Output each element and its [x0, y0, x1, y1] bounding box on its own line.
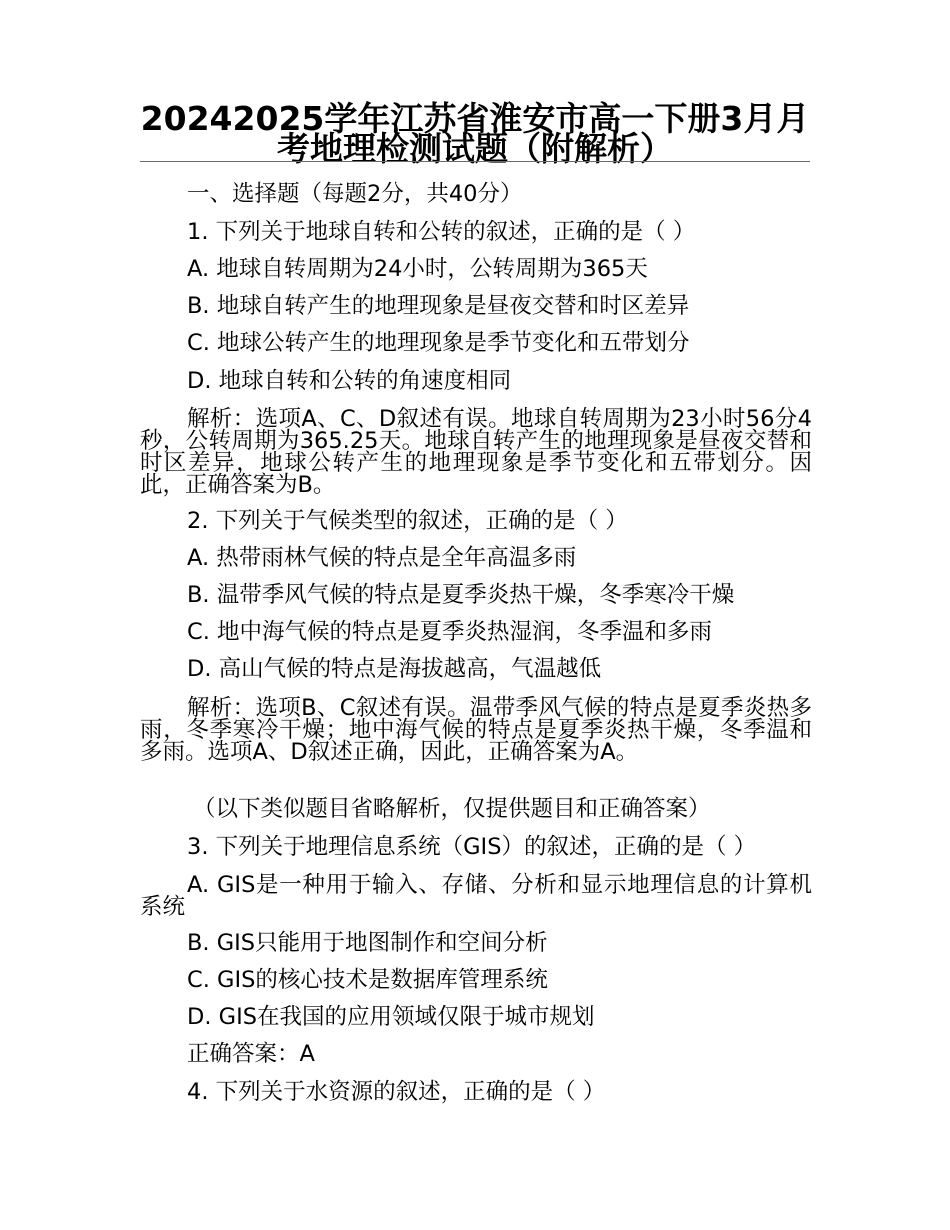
question-2-option-a: A. 热带雨林气候的特点是全年高温多雨	[187, 545, 577, 571]
question-2-analysis: 解析：选项B、C叙述有误。温带季风气候的特点是夏季炎热多雨，冬季寒冷干燥；地中海气候的特点是夏季炎热干燥，冬季温和多雨。选项A、D叙述正确，因此，正确答案为A。	[140, 695, 812, 765]
question-3-answer: 正确答案：A	[187, 1041, 315, 1067]
question-2-option-d: D. 高山气候的特点是海拔越高，气温越低	[187, 656, 602, 682]
question-3-option-c: C. GIS的核心技术是数据库管理系统	[187, 967, 548, 993]
question-3-stem: 3. 下列关于地理信息系统（GIS）的叙述，正确的是（ ）	[187, 834, 757, 860]
question-1-analysis: 解析：选项A、C、D叙述有误。地球自转周期为23小时56分4秒，公转周期为365.25天。地球自转产生的地理现象是昼夜交替和时区差异，地球公转产生的地理现象是季节变化和五带划分。因此，正确答案为B。	[140, 406, 812, 498]
question-2-stem: 2. 下列关于气候类型的叙述，正确的是（ ）	[187, 508, 628, 534]
document-title: 20242025学年江苏省淮安市高一下册3月月考地理检测试题（附解析）	[140, 99, 810, 168]
section-heading: 一、选择题（每题2分，共40分）	[187, 181, 523, 207]
question-1-option-a: A. 地球自转周期为24小时，公转周期为365天	[187, 256, 648, 282]
question-3-option-a: A. GIS是一种用于输入、存储、分析和显示地理信息的计算机系统	[140, 872, 812, 920]
question-1-option-b: B. 地球自转产生的地理现象是昼夜交替和时区差异	[187, 293, 690, 319]
question-1-option-d: D. 地球自转和公转的角速度相同	[187, 368, 512, 394]
title-underline	[140, 161, 810, 162]
question-1-stem: 1. 下列关于地球自转和公转的叙述，正确的是（ ）	[187, 219, 696, 245]
question-3-option-d: D. GIS在我国的应用领域仅限于城市规划	[187, 1004, 595, 1030]
question-1-option-c: C. 地球公转产生的地理现象是季节变化和五带划分	[187, 330, 690, 356]
question-3-option-b: B. GIS只能用于地图制作和空间分析	[187, 930, 548, 956]
question-4-stem: 4. 下列关于水资源的叙述，正确的是（ ）	[187, 1079, 606, 1105]
question-2-option-c: C. 地中海气候的特点是夏季炎热湿润，冬季温和多雨	[187, 619, 713, 645]
question-2-option-b: B. 温带季风气候的特点是夏季炎热干燥，冬季寒冷干燥	[187, 582, 735, 608]
omitted-analysis-note: （以下类似题目省略解析，仅提供题目和正确答案）	[193, 796, 711, 822]
